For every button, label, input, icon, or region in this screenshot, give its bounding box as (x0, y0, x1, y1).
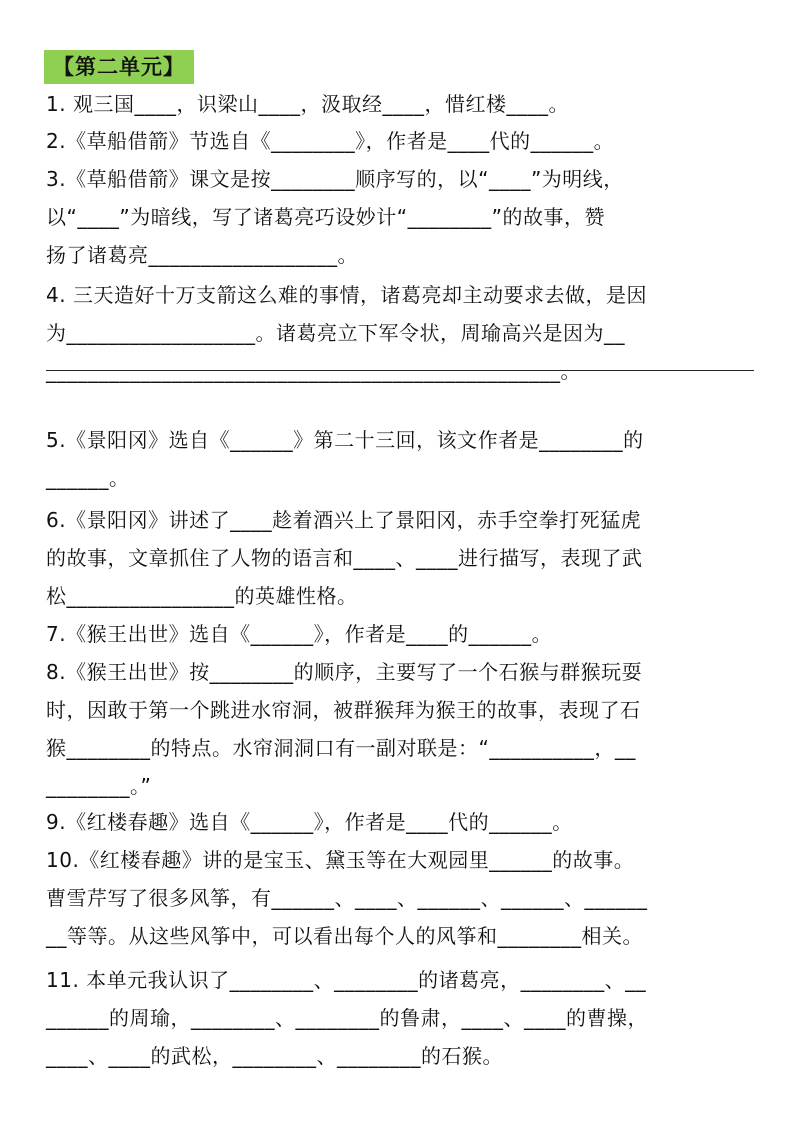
question-line (46, 164, 624, 194)
question-text: 2.《草船借箭》节选自《________》，作者是____代的______。 (46, 129, 615, 153)
question-text: 7.《猴王出世》选自《______》，作者是____的______。 (46, 622, 553, 646)
question-text: __等等。从这些风筝中，可以看出每个人的风筝和________相关。 (46, 924, 643, 948)
question-line (46, 845, 634, 875)
question-line (46, 543, 643, 573)
question-line (46, 240, 358, 270)
question-line (46, 771, 151, 801)
question-line (46, 581, 358, 611)
question-text: 3.《草船借箭》课文是按________顺序写的，以“____”为明线， (46, 167, 624, 191)
question-line (46, 280, 647, 310)
question-line (46, 883, 648, 913)
question-line (46, 695, 641, 725)
question-text: 的故事，文章抓住了人物的语言和____、____进行描写，表现了武 (46, 546, 643, 570)
question-text: 5.《景阳冈》选自《______》第二十三回，该文作者是________的 (46, 428, 644, 452)
question-text: ______。 (46, 466, 130, 490)
question-text: 以“____”为暗线，写了诸葛亮巧设妙计“________”的故事，赞 (46, 205, 605, 229)
question-line (46, 657, 642, 687)
question-text: 9.《红楼春趣》选自《______》，作者是____代的______。 (46, 810, 573, 834)
question-line (46, 807, 573, 837)
question-line (46, 463, 130, 493)
question-line (46, 505, 641, 535)
question-line (46, 619, 552, 649)
question-text: 8.《猴王出世》按________的顺序，主要写了一个石猴与群猴玩耍 (46, 660, 643, 684)
question-text: 4. 三天造好十万支箭这么难的事情，诸葛亮却主动要求去做，是因 (46, 283, 647, 307)
question-text: 11. 本单元我认识了________、________的诸葛亮，________、__ (46, 968, 647, 992)
unit-title: 【第二单元】 (44, 50, 194, 84)
question-line (46, 921, 643, 951)
question-line (46, 126, 614, 156)
question-line (46, 1041, 503, 1071)
question-line (46, 425, 644, 455)
question-text: 6.《景阳冈》讲述了____趁着酒兴上了景阳冈，赤手空拳打死猛虎 (46, 508, 642, 532)
question-text: 10.《红楼春趣》讲的是宝玉、黛玉等在大观园里______的故事。 (46, 848, 635, 872)
question-line (46, 318, 625, 348)
question-text: 松________________的英雄性格。 (46, 584, 358, 608)
question-line (46, 733, 636, 763)
question-line (46, 356, 581, 386)
question-text: _________________________________________________。 (46, 359, 581, 383)
question-line (46, 202, 605, 232)
question-text: 1. 观三国____，识梁山____，汲取经____，惜红楼____。 (46, 92, 569, 116)
question-text: ____、____的武松，________、________的石猴。 (46, 1044, 503, 1068)
question-text: 扬了诸葛亮__________________。 (46, 243, 358, 267)
question-text: ______的周瑜，________、________的鲁肃，____、____的曹操， (46, 1006, 648, 1030)
question-line (46, 965, 646, 995)
question-line (46, 89, 569, 119)
question-text: 为__________________。诸葛亮立下军令状，周瑜高兴是因为__ (46, 321, 625, 345)
question-text: 猴________的特点。水帘洞洞口有一副对联是：“__________，__ (46, 736, 636, 760)
answer-blank-line[interactable] (46, 370, 754, 371)
question-text: 时，因敢于第一个跳进水帘洞，被群猴拜为猴王的故事，表现了石 (46, 698, 641, 722)
question-text: ________。” (46, 774, 152, 798)
question-line (46, 1003, 648, 1033)
question-text: 曹雪芹写了很多风筝，有______、____、______、______、______ (46, 886, 648, 910)
